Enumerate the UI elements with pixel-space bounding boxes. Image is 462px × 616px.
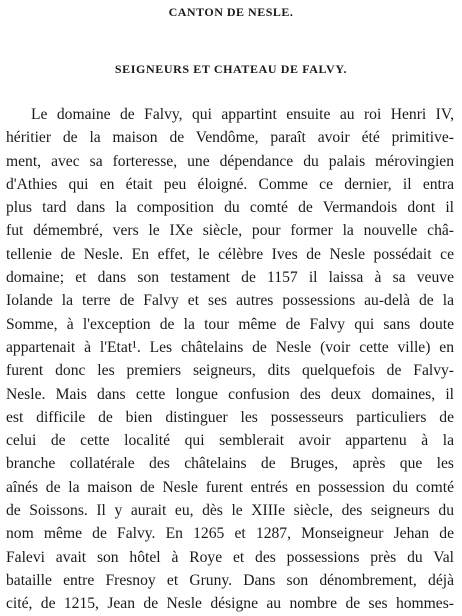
text-line: domaine; et dans son testament de 1157 il laissa à sa veuve: [6, 269, 454, 287]
running-header: CANTON DE NESLE.: [168, 5, 294, 19]
text-line: aînés de la maison de Nesle furent entrés en possession du comté: [6, 478, 454, 496]
text-line: Iolande la terre de Falvy et ses autres possessions au-delà de la: [6, 292, 454, 310]
text-line: ment, avec sa forteresse, une dépendance du palais mérovingien: [6, 152, 454, 170]
text-line: de Soissons. Il y aurait eu, dès le XIIIe siècle, des seigneurs du: [6, 502, 454, 520]
text-line: d'Athies qui en était peu éloigné. Comme ce dernier, il entra: [6, 175, 454, 193]
text-line: fut démembré, vers le IXe siècle, pour former la nouvelle châ-: [6, 222, 454, 240]
text-line: Somme, à l'exception de la tour même de Falvy qui sans doute: [6, 315, 454, 333]
section-title: SEIGNEURS ET CHATEAU DE FALVY.: [114, 62, 348, 76]
text-line: nom même de Falvy. En 1265 et 1287, Monseigneur Jehan de: [6, 525, 454, 543]
text-line: est difficile de bien distinguer les possesseurs particuliers de: [6, 408, 454, 426]
body-paragraph: [6, 103, 454, 616]
text-line: cité, de 1215, Jean de Nesle désigne au nombre de ses hommes-: [6, 595, 454, 613]
text-line: bataille entre Fresnoy et Gruny. Dans son dénombrement, déjà: [6, 571, 454, 589]
text-line: Nesle. Mais dans cette longue confusion des deux domaines, il: [6, 385, 454, 403]
text-line: tellenie de Nesle. En effet, le célèbre Ives de Nesle possédait ce: [6, 245, 454, 263]
text-line: plus tard dans la composition du comté de Vermandois dont il: [6, 199, 454, 217]
text-line: celui de cette localité qui semblerait avoir appartenu à la: [6, 432, 454, 450]
text-line: Le domaine de Falvy, qui appartint ensuite au roi Henri IV,: [31, 106, 454, 123]
text-line: furent donc les premiers seigneurs, dits quelquefois de Falvy-: [6, 362, 454, 380]
text-line: héritier de la maison de Vendôme, paraît avoir été primitive-: [6, 129, 454, 147]
text-line: Falevi avait son hôtel à Roye et des possessions près du Val: [6, 548, 454, 566]
text-line: branche collatérale des châtelains de Bruges, après que les: [6, 455, 454, 473]
text-line: appartenait à l'Etat¹. Les châtelains de Nesle (voir cette ville) en: [6, 338, 454, 356]
